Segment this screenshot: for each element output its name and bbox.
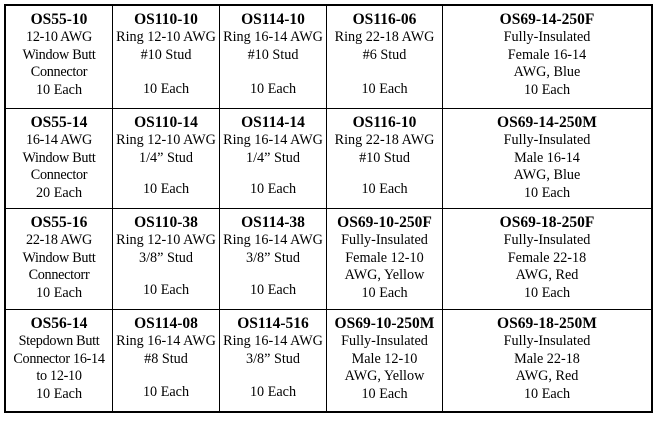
table-cell bbox=[113, 310, 220, 411]
table-cell bbox=[443, 6, 651, 109]
table-cell bbox=[220, 209, 327, 310]
part-quantity: 10 Each bbox=[249, 81, 297, 98]
part-description: 16-14 AWG Window Butt Connector bbox=[22, 132, 96, 184]
part-quantity: 10 Each bbox=[361, 181, 408, 198]
part-quantity: 20 Each bbox=[35, 184, 83, 201]
cell-content bbox=[6, 213, 112, 302]
part-description: 22-18 AWG Window Butt Connectorr bbox=[22, 232, 96, 284]
part-description: Fully-Insulated Male 16-14 AWG, Blue bbox=[503, 132, 591, 184]
table-cell bbox=[327, 209, 443, 310]
part-number: OS114-38 bbox=[241, 214, 305, 231]
part-number: OS69-18-250F bbox=[499, 214, 595, 231]
table-cell bbox=[443, 310, 651, 411]
part-description: Ring 16-14 AWG 3/8” Stud bbox=[223, 232, 323, 266]
table-cell bbox=[443, 209, 651, 310]
part-quantity: 10 Each bbox=[361, 81, 408, 98]
cell-content bbox=[443, 10, 651, 99]
part-description: Ring 12-10 AWG 1/4” Stud bbox=[116, 132, 216, 166]
part-description: Fully-Insulated Female 12-10 AWG, Yellow bbox=[341, 232, 428, 284]
table-cell bbox=[6, 109, 113, 209]
part-number: OS55-14 bbox=[30, 114, 88, 131]
table-cell bbox=[113, 209, 220, 310]
part-number: OS55-16 bbox=[30, 214, 88, 231]
part-quantity: 10 Each bbox=[523, 284, 571, 301]
part-description: 12-10 AWG Window Butt Connector bbox=[22, 29, 96, 81]
part-number: OS69-10-250M bbox=[334, 315, 435, 332]
part-description: Fully-Insulated Male 12-10 AWG, Yellow bbox=[341, 333, 428, 385]
table-cell bbox=[220, 310, 327, 411]
part-description: Ring 12-10 AWG 3/8” Stud bbox=[116, 232, 216, 266]
part-description: Fully-Insulated Male 22-18 AWG, Red bbox=[503, 333, 591, 385]
cell-content bbox=[220, 113, 326, 167]
table-cell bbox=[6, 6, 113, 109]
part-quantity: 10 Each bbox=[142, 282, 190, 299]
part-quantity: 10 Each bbox=[523, 81, 571, 98]
table-cell bbox=[113, 6, 220, 109]
part-number: OS55-10 bbox=[30, 11, 88, 28]
cell-content bbox=[113, 113, 219, 167]
part-number: OS69-14-250M bbox=[497, 114, 597, 131]
cell-content bbox=[327, 113, 442, 167]
part-quantity: 10 Each bbox=[249, 181, 297, 198]
part-description: Ring 16-14 AWG #8 Stud bbox=[116, 333, 216, 367]
table-cell bbox=[6, 310, 113, 411]
cell-content bbox=[220, 10, 326, 64]
part-number: OS69-14-250F bbox=[499, 11, 595, 28]
part-quantity: 10 Each bbox=[249, 282, 297, 299]
part-quantity: 10 Each bbox=[142, 181, 190, 198]
table-cell bbox=[220, 109, 327, 209]
part-description: Ring 12-10 AWG #10 Stud bbox=[116, 29, 216, 63]
table-cell bbox=[443, 109, 651, 209]
cell-content bbox=[327, 314, 442, 403]
part-quantity: 10 Each bbox=[249, 384, 297, 401]
cell-content bbox=[220, 314, 326, 368]
part-number: OS114-516 bbox=[237, 315, 309, 332]
part-number: OS116-06 bbox=[352, 11, 417, 28]
part-description: Ring 16-14 AWG 3/8” Stud bbox=[223, 333, 323, 367]
table-cell bbox=[327, 6, 443, 109]
part-description: Ring 16-14 AWG #10 Stud bbox=[223, 29, 323, 63]
part-quantity: 10 Each bbox=[142, 81, 190, 98]
table-cell bbox=[6, 209, 113, 310]
table-cell bbox=[327, 109, 443, 209]
product-table bbox=[4, 4, 653, 413]
cell-content bbox=[113, 314, 219, 368]
table-cell bbox=[220, 6, 327, 109]
part-number: OS114-10 bbox=[241, 11, 305, 28]
cell-content bbox=[443, 314, 651, 403]
part-number: OS110-38 bbox=[134, 214, 198, 231]
cell-content bbox=[327, 213, 442, 302]
part-description: Stepdown Butt Connector 16-14 to 12-10 bbox=[13, 333, 105, 385]
cell-content bbox=[443, 113, 651, 202]
part-quantity: 10 Each bbox=[35, 81, 83, 98]
part-number: OS69-10-250F bbox=[337, 214, 432, 231]
part-number: OS114-08 bbox=[134, 315, 198, 332]
cell-content bbox=[6, 113, 112, 202]
part-quantity: 10 Each bbox=[361, 284, 408, 301]
table-cell bbox=[327, 310, 443, 411]
part-number: OS114-14 bbox=[241, 114, 305, 131]
part-description: Fully-Insulated Female 22-18 AWG, Red bbox=[503, 232, 591, 284]
cell-content bbox=[6, 314, 112, 403]
part-quantity: 10 Each bbox=[523, 184, 571, 201]
part-description: Ring 22-18 AWG #10 Stud bbox=[334, 132, 435, 166]
cell-content bbox=[220, 213, 326, 267]
part-quantity: 10 Each bbox=[35, 385, 83, 402]
part-quantity: 10 Each bbox=[142, 384, 190, 401]
part-description: Ring 16-14 AWG 1/4” Stud bbox=[223, 132, 323, 166]
part-description: Ring 22-18 AWG #6 Stud bbox=[334, 29, 435, 63]
table-cell bbox=[113, 109, 220, 209]
part-number: OS110-14 bbox=[134, 114, 198, 131]
part-number: OS116-10 bbox=[352, 114, 417, 131]
part-quantity: 10 Each bbox=[523, 385, 571, 402]
cell-content bbox=[6, 10, 112, 99]
cell-content bbox=[113, 10, 219, 64]
part-number: OS69-18-250M bbox=[497, 315, 597, 332]
cell-content bbox=[113, 213, 219, 267]
part-number: OS110-10 bbox=[134, 11, 198, 28]
cell-content bbox=[327, 10, 442, 64]
part-number: OS56-14 bbox=[30, 315, 88, 332]
cell-content bbox=[443, 213, 651, 302]
part-quantity: 10 Each bbox=[35, 284, 83, 301]
part-quantity: 10 Each bbox=[361, 385, 408, 402]
part-description: Fully-Insulated Female 16-14 AWG, Blue bbox=[503, 29, 591, 81]
